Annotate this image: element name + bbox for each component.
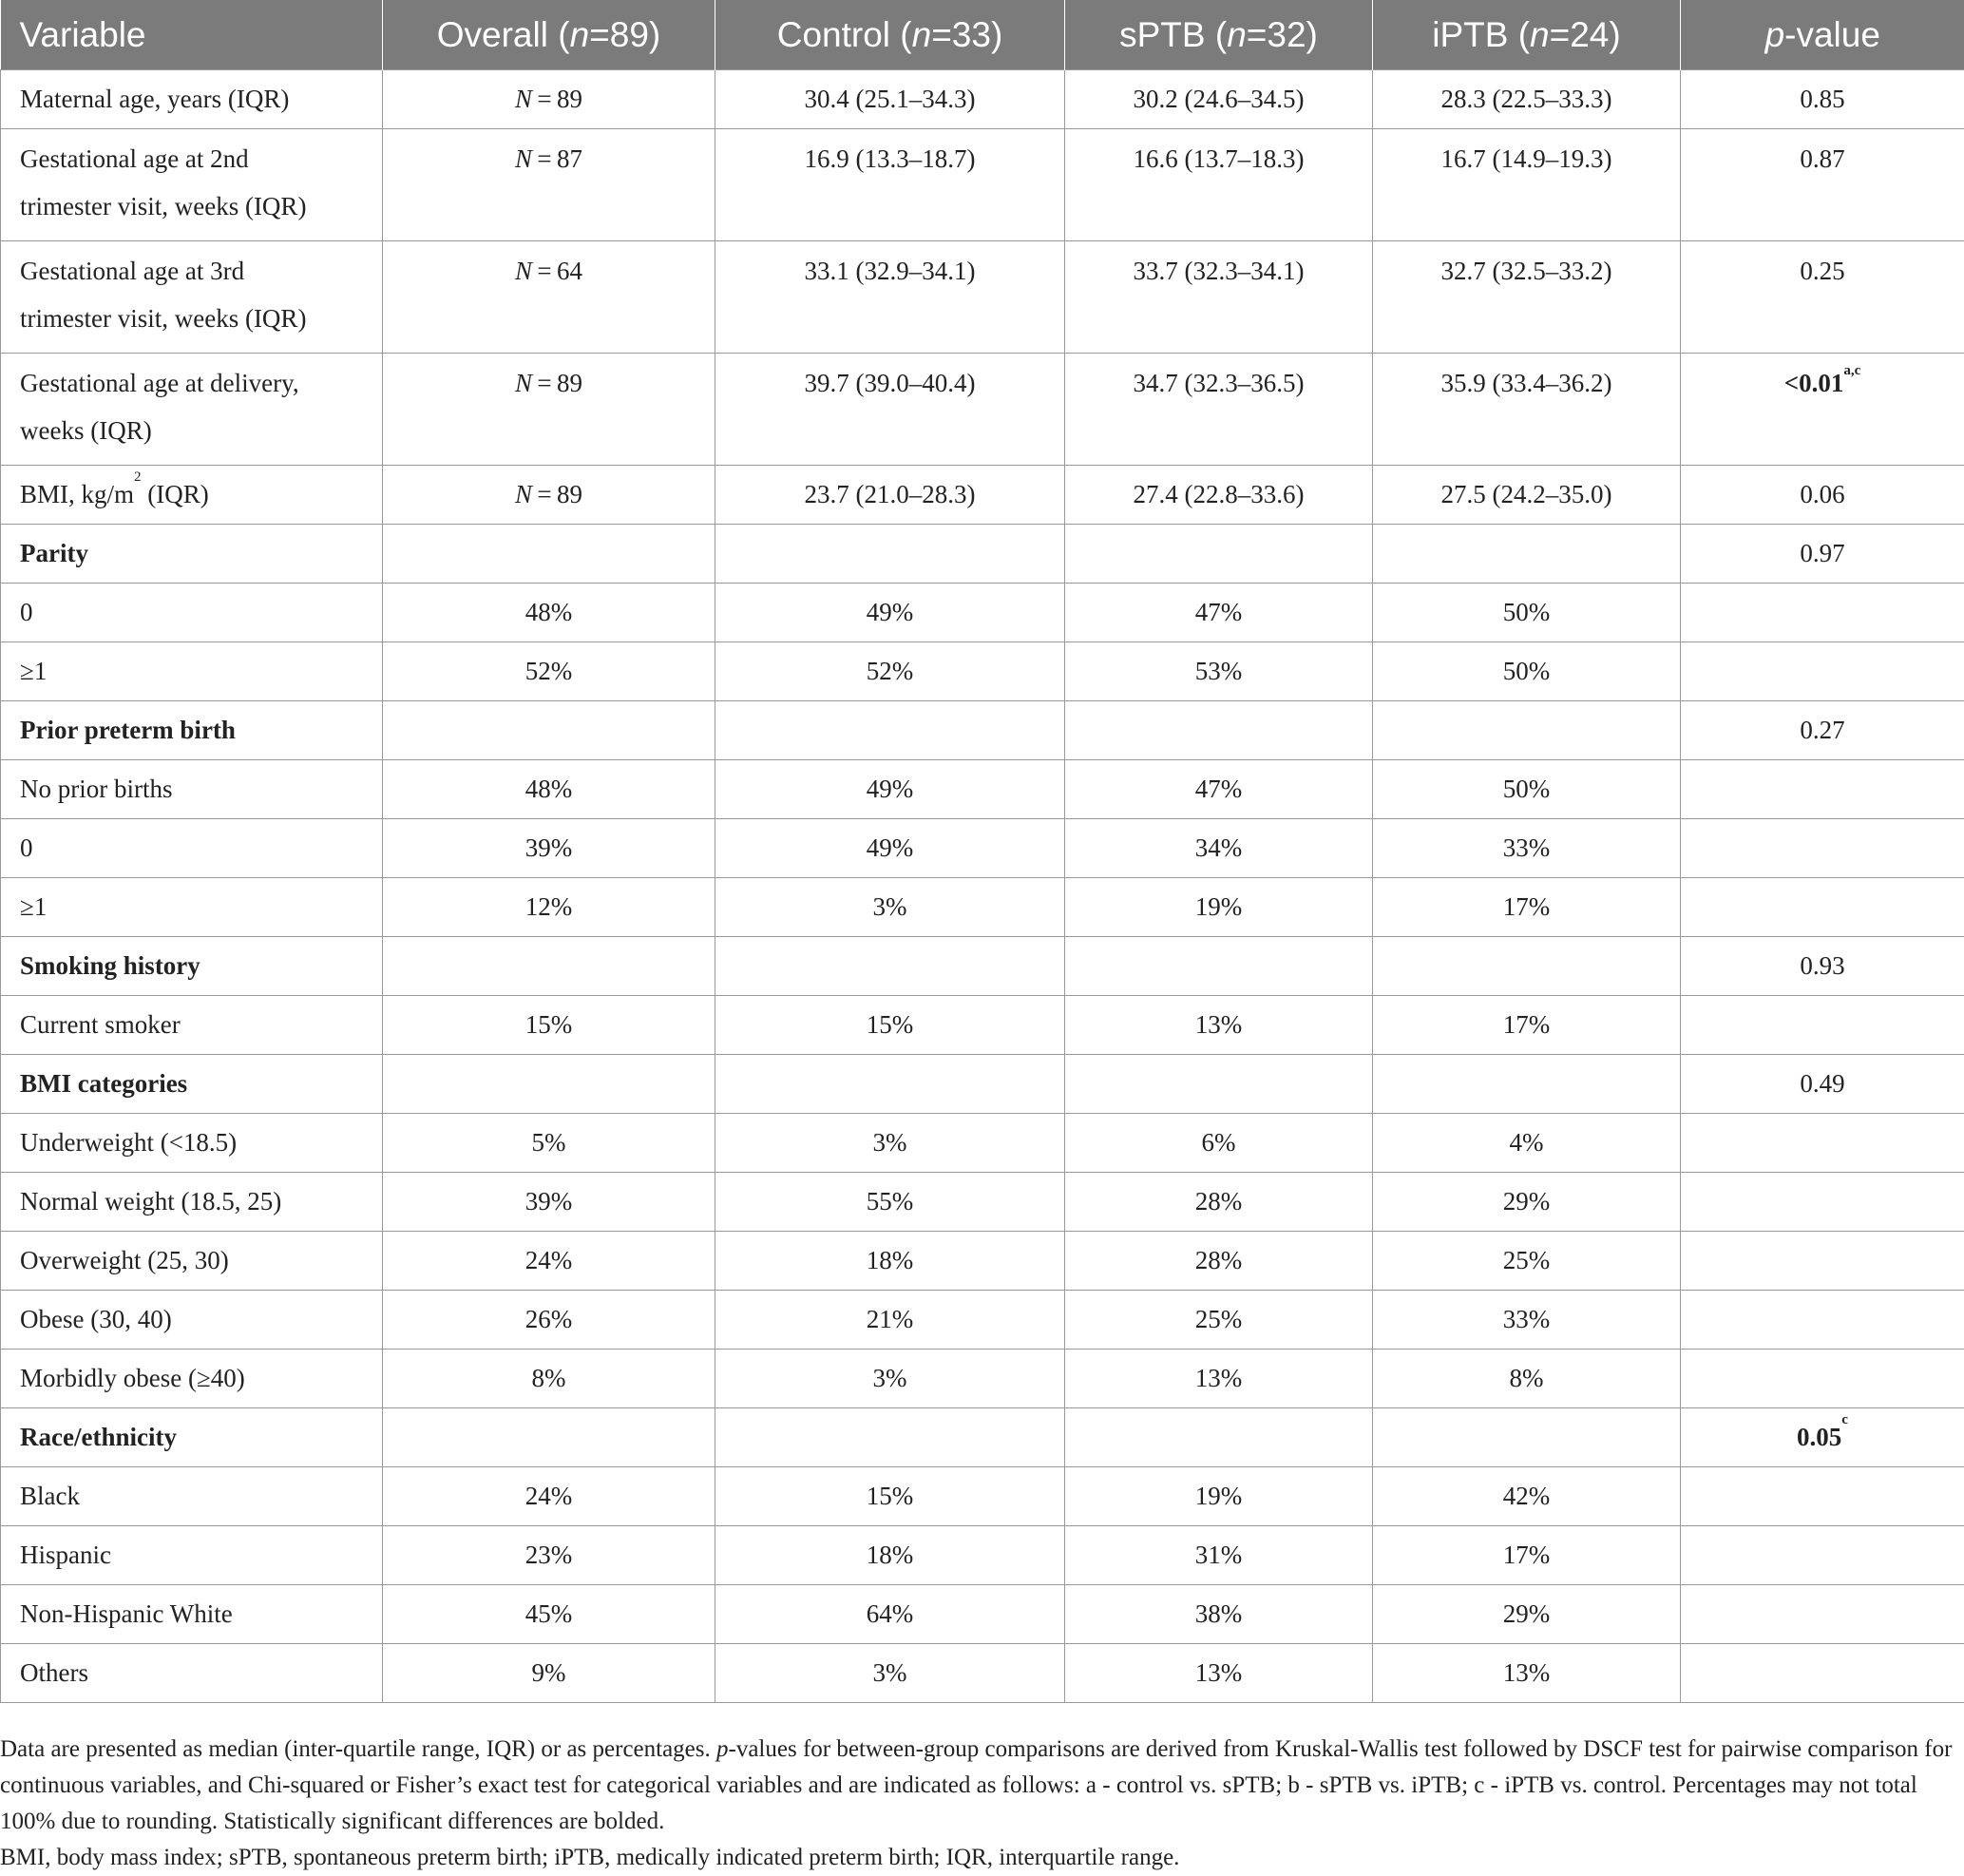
cell-p-value	[1681, 1585, 1964, 1644]
table-row-no-prior-births	[1, 760, 1964, 819]
cell-sptb: 19%	[1065, 878, 1373, 937]
cell-sptb	[1065, 1408, 1373, 1467]
row-label: Maternal age, years (IQR)	[1, 70, 383, 129]
cell-p-value	[1681, 878, 1964, 937]
cell-overall: 15%	[383, 996, 715, 1055]
cell-control: 64%	[715, 1585, 1065, 1644]
cell-control: 3%	[715, 878, 1065, 937]
cell-control	[715, 1408, 1065, 1467]
cell-control: 3%	[715, 1350, 1065, 1408]
cell-control: 18%	[715, 1232, 1065, 1291]
table-header-row	[1, 0, 1964, 70]
cell-iptb: 35.9 (33.4–36.2)	[1373, 354, 1681, 466]
cell-control	[715, 701, 1065, 760]
row-label: Hispanic	[1, 1526, 383, 1585]
cell-control: 30.4 (25.1–34.3)	[715, 70, 1065, 129]
cell-iptb	[1373, 525, 1681, 584]
cell-iptb	[1373, 1408, 1681, 1467]
cell-iptb: 42%	[1373, 1467, 1681, 1526]
cell-control: 21%	[715, 1291, 1065, 1350]
cell-overall	[383, 1055, 715, 1114]
cell-p-value: 0.93	[1681, 937, 1964, 996]
header-iptb: iPTB (n=24)	[1373, 0, 1681, 70]
table-row-underweight	[1, 1114, 1964, 1173]
footnote-abbreviations: BMI, body mass index; sPTB, spontaneous preterm birth; iPTB, medically indicated preterm birth; IQR, interquartile range.	[0, 1845, 1180, 1870]
table-row-bmi-categories	[1, 1055, 1964, 1114]
cell-p-value: 0.27	[1681, 701, 1964, 760]
table-row-ga-3rd	[1, 241, 1964, 354]
cell-iptb: 29%	[1373, 1173, 1681, 1232]
cell-p-value	[1681, 819, 1964, 878]
cell-sptb	[1065, 525, 1373, 584]
row-label: 0	[1, 819, 383, 878]
cell-control: 16.9 (13.3–18.7)	[715, 129, 1065, 241]
cell-p-value	[1681, 1526, 1964, 1585]
cell-control: 15%	[715, 1467, 1065, 1526]
cell-overall: 8%	[383, 1350, 715, 1408]
cell-sptb: 13%	[1065, 996, 1373, 1055]
cell-overall: 39%	[383, 1173, 715, 1232]
cell-p-value: 0.85	[1681, 70, 1964, 129]
table-row-prior-1	[1, 878, 1964, 937]
row-label: Obese (30, 40)	[1, 1291, 383, 1350]
row-label: Parity	[1, 525, 383, 584]
cell-sptb: 16.6 (13.7–18.3)	[1065, 129, 1373, 241]
table-row-morbidly-obese	[1, 1350, 1964, 1408]
cell-sptb: 34%	[1065, 819, 1373, 878]
cell-iptb: 28.3 (22.5–33.3)	[1373, 70, 1681, 129]
cell-p-value: 0.25	[1681, 241, 1964, 354]
cell-overall: 45%	[383, 1585, 715, 1644]
cell-control: 49%	[715, 584, 1065, 642]
cell-control: 3%	[715, 1114, 1065, 1173]
table-row-black	[1, 1467, 1964, 1526]
row-label: ≥1	[1, 642, 383, 701]
table-row-normal-weight	[1, 1173, 1964, 1232]
row-label: BMI categories	[1, 1055, 383, 1114]
cell-iptb: 8%	[1373, 1350, 1681, 1408]
cell-sptb: 38%	[1065, 1585, 1373, 1644]
cell-iptb: 50%	[1373, 760, 1681, 819]
cell-iptb: 4%	[1373, 1114, 1681, 1173]
cell-overall: 52%	[383, 642, 715, 701]
table-row-smoking	[1, 937, 1964, 996]
cell-iptb: 29%	[1373, 1585, 1681, 1644]
cell-p-value: 0.06	[1681, 466, 1964, 525]
cell-iptb: 17%	[1373, 1526, 1681, 1585]
cell-overall: N = 87	[383, 129, 715, 241]
cell-p-value	[1681, 1173, 1964, 1232]
table-footnote	[0, 1732, 1957, 1876]
row-label: Black	[1, 1467, 383, 1526]
cell-overall: 24%	[383, 1467, 715, 1526]
cell-p-value: 0.87	[1681, 129, 1964, 241]
cell-control	[715, 1055, 1065, 1114]
table-row-hispanic	[1, 1526, 1964, 1585]
table-row-overweight	[1, 1232, 1964, 1291]
row-label: Current smoker	[1, 996, 383, 1055]
row-label: Underweight (<18.5)	[1, 1114, 383, 1173]
cell-p-value: $<0.01^{a,c}$	[1681, 354, 1964, 466]
cell-sptb: 47%	[1065, 584, 1373, 642]
cell-p-value	[1681, 1291, 1964, 1350]
cell-sptb: 28%	[1065, 1232, 1373, 1291]
cell-sptb: 53%	[1065, 642, 1373, 701]
cell-sptb: 47%	[1065, 760, 1373, 819]
table-row-prior-preterm	[1, 701, 1964, 760]
cell-sptb: 31%	[1065, 1526, 1373, 1585]
table-row-ga-delivery	[1, 354, 1964, 466]
cell-overall	[383, 701, 715, 760]
cell-sptb	[1065, 1055, 1373, 1114]
cell-sptb: 6%	[1065, 1114, 1373, 1173]
row-label: ≥1	[1, 878, 383, 937]
cell-iptb: 17%	[1373, 878, 1681, 937]
header-sptb: sPTB (n=32)	[1065, 0, 1373, 70]
row-label: Normal weight (18.5, 25)	[1, 1173, 383, 1232]
table-row-race	[1, 1408, 1964, 1467]
cell-sptb: 25%	[1065, 1291, 1373, 1350]
cell-overall: N = 64	[383, 241, 715, 354]
table-row-prior-0	[1, 819, 1964, 878]
cell-iptb: 50%	[1373, 584, 1681, 642]
cell-overall: 12%	[383, 878, 715, 937]
cell-p-value	[1681, 642, 1964, 701]
cell-iptb: 33%	[1373, 1291, 1681, 1350]
cell-iptb	[1373, 937, 1681, 996]
header-p-value: p-value	[1681, 0, 1964, 70]
cell-control: 52%	[715, 642, 1065, 701]
cell-control: 49%	[715, 760, 1065, 819]
row-label: Others	[1, 1644, 383, 1703]
cell-sptb: 30.2 (24.6–34.5)	[1065, 70, 1373, 129]
cell-overall: 5%	[383, 1114, 715, 1173]
cell-overall: N = 89	[383, 354, 715, 466]
cell-p-value	[1681, 996, 1964, 1055]
row-label: Gestational age at 3rd trimester visit, weeks (IQR)	[1, 241, 383, 354]
row-label: Overweight (25, 30)	[1, 1232, 383, 1291]
cell-overall	[383, 525, 715, 584]
row-label: Non-Hispanic White	[1, 1585, 383, 1644]
cell-p-value	[1681, 1232, 1964, 1291]
cell-control: 15%	[715, 996, 1065, 1055]
cell-sptb: 19%	[1065, 1467, 1373, 1526]
cell-control	[715, 937, 1065, 996]
cell-p-value: 0.05$^c$	[1681, 1408, 1964, 1467]
header-control: Control (n=33)	[715, 0, 1065, 70]
cell-iptb: 25%	[1373, 1232, 1681, 1291]
table-row-bmi	[1, 466, 1964, 525]
cell-p-value	[1681, 1114, 1964, 1173]
cell-p-value: 0.49	[1681, 1055, 1964, 1114]
cell-control: 55%	[715, 1173, 1065, 1232]
cell-sptb: 13%	[1065, 1644, 1373, 1703]
cell-iptb	[1373, 1055, 1681, 1114]
cell-control: 3%	[715, 1644, 1065, 1703]
cell-iptb: 33%	[1373, 819, 1681, 878]
cell-control: 23.7 (21.0–28.3)	[715, 466, 1065, 525]
header-variable: Variable	[1, 0, 383, 70]
cell-overall: 24%	[383, 1232, 715, 1291]
row-label: Prior preterm birth	[1, 701, 383, 760]
cell-sptb: 28%	[1065, 1173, 1373, 1232]
cell-sptb	[1065, 701, 1373, 760]
table-row-non-hispanic-white	[1, 1585, 1964, 1644]
cell-sptb: 34.7 (32.3–36.5)	[1065, 354, 1373, 466]
cell-overall: N = 89	[383, 466, 715, 525]
cell-overall: 48%	[383, 584, 715, 642]
cell-iptb: 32.7 (32.5–33.2)	[1373, 241, 1681, 354]
cell-overall: 26%	[383, 1291, 715, 1350]
cell-p-value	[1681, 1350, 1964, 1408]
cell-sptb: 27.4 (22.8–33.6)	[1065, 466, 1373, 525]
cell-iptb: 13%	[1373, 1644, 1681, 1703]
cell-iptb: 50%	[1373, 642, 1681, 701]
row-label: Race/ethnicity	[1, 1408, 383, 1467]
cell-overall: 48%	[383, 760, 715, 819]
row-label: Smoking history	[1, 937, 383, 996]
cell-control: 18%	[715, 1526, 1065, 1585]
cell-overall	[383, 1408, 715, 1467]
cell-p-value	[1681, 1644, 1964, 1703]
cell-overall: 23%	[383, 1526, 715, 1585]
row-label: Gestational age at 2nd trimester visit, weeks (IQR)	[1, 129, 383, 241]
cell-control: 33.1 (32.9–34.1)	[715, 241, 1065, 354]
cell-overall	[383, 937, 715, 996]
cell-p-value	[1681, 1467, 1964, 1526]
row-label: Morbidly obese (≥40)	[1, 1350, 383, 1408]
row-label: 0	[1, 584, 383, 642]
header-overall: Overall (n=89)	[383, 0, 715, 70]
row-label: No prior births	[1, 760, 383, 819]
cell-p-value	[1681, 760, 1964, 819]
cell-sptb	[1065, 937, 1373, 996]
cell-control	[715, 525, 1065, 584]
table-row-others	[1, 1644, 1964, 1703]
cell-iptb: 16.7 (14.9–19.3)	[1373, 129, 1681, 241]
cell-sptb: 33.7 (32.3–34.1)	[1065, 241, 1373, 354]
cell-p-value	[1681, 584, 1964, 642]
table-row-obese	[1, 1291, 1964, 1350]
table-row-maternal-age	[1, 70, 1964, 129]
cell-control: 49%	[715, 819, 1065, 878]
cell-p-value: 0.97	[1681, 525, 1964, 584]
table-row-parity-1	[1, 642, 1964, 701]
cell-iptb: 27.5 (24.2–35.0)	[1373, 466, 1681, 525]
table-row-parity	[1, 525, 1964, 584]
cell-control: 39.7 (39.0–40.4)	[715, 354, 1065, 466]
cell-iptb	[1373, 701, 1681, 760]
table-row-current-smoker	[1, 996, 1964, 1055]
cell-overall: 39%	[383, 819, 715, 878]
cell-iptb: 17%	[1373, 996, 1681, 1055]
row-label: Gestational age at delivery, weeks (IQR)	[1, 354, 383, 466]
cell-overall: 9%	[383, 1644, 715, 1703]
cell-sptb: 13%	[1065, 1350, 1373, 1408]
footnote-methods: Data are presented as median (inter-quartile range, IQR) or as percentages. p-values for between-group comparisons are derived from Kruskal-Wallis test followed by DSCF test for pairwise comparison for continuous variables, and Chi-squared or Fisher’s exact test for categorical variables and are indicated as follows: a - control vs. sPTB; b - sPTB vs. iPTB; c - iPTB vs. control. Percentages may not total 100% due to rounding. Statistically significant differences are bolded.	[0, 1736, 1953, 1834]
row-label: BMI, $kg/m^2$ (IQR)	[1, 466, 383, 525]
cell-overall: N = 89	[383, 70, 715, 129]
table-row-parity-0	[1, 584, 1964, 642]
table-row-ga-2nd	[1, 129, 1964, 241]
